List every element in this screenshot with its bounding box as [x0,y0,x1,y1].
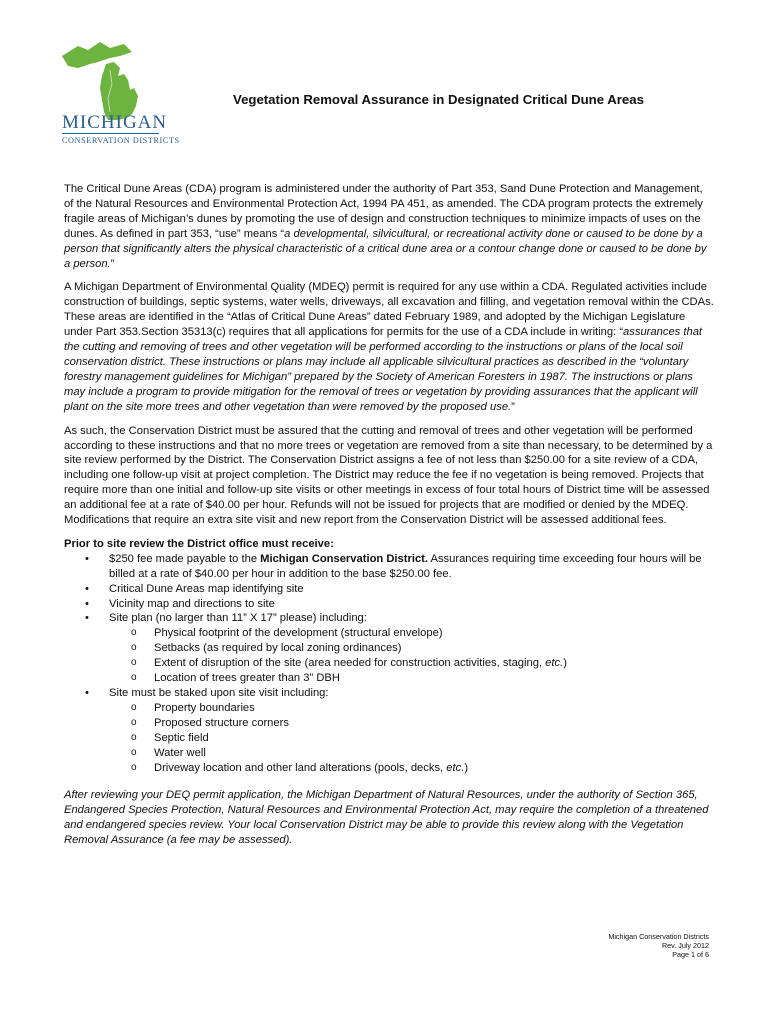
checklist-item-fee [64,552,714,582]
site-plan-sub-item: o Physical footprint of the development (structural envelope) [109,626,714,641]
use-definition: a developmental, silvicultural, or recreational activity done or caused to be done by a person that significantly alters the physical characteristic of a critical dune area or a contour change done or caused to be done by a person. [64,227,707,270]
fee-paragraph: As such, the Conservation District must be assured that the cutting and removal of trees and other vegetation will be performed according to these instructions and that no more trees or vegetation are removed from a site than necessary, to be determined by a site review performed by the District. The Conservation District assigns a fee of not less than $250.00 for a site review of a CDA, including one follow-up visit at project completion. The District may reduce the fee if no vegetation is being removed. Projects that require more than one initial and follow-up site visits or other meetings in excess of four total hours of District time will be assessed an additional fee at a rate of $40.00 per hour. Refunds will not be issued for projects that are modified or denied by the MDEQ. Modifications that require an extra site visit and new report from the Conservation District will be assessed additional fees. [64,424,713,527]
checklist-item-vicinity-map: • Vicinity map and directions to site [64,597,714,612]
checklist-item-cda-map: • Critical Dune Areas map identifying site [64,582,714,597]
logo-rule [62,133,159,134]
staking-sublist [109,701,714,776]
fee-post: Assurances requiring time exceeding four hours will be billed at a rate of $40.00 per hour in addition to the base $250.00 fee. [109,552,702,580]
site-plan-sub-item [109,656,714,671]
staking-sub-item: o Proposed structure corners [109,716,714,731]
staking-sub-item [109,761,714,776]
staking-label: Site must be staked upon site visit including: [109,687,329,699]
logo-subtitle: CONSERVATION DISTRICTS [62,136,180,145]
sub-text: Driveway location and other land alterations (pools, decks, [154,761,447,774]
intro-close-quote: ” [110,257,115,270]
payee-name: Michigan Conservation District. [260,552,428,565]
intro-text: The Critical Dune Areas (CDA) program is administered under the authority of Part 353, Sand Dune Protection and Management, of the Natural Resources and Environmental Protection Act, 1994 PA 451, as amended. The CDA program protects the extremely fragile areas of Michigan’s dunes by promoting the use of design and construction techniques to minimize impacts of uses on the dunes. As defined in part 353, “use” means “ [64,183,703,240]
footer-page-number: Page 1 of 6 [672,950,709,959]
fee-pre: $250 fee made payable to the [109,552,261,565]
page-title: Vegetation Removal Assurance in Designated Critical Dune Areas [233,92,644,107]
sub-text-italic: etc. [545,657,564,670]
checklist [64,552,714,776]
footer-org: Michigan Conservation Districts [608,932,709,941]
staking-sub-item: o Septic field [109,731,714,746]
staking-sub-item: o Water well [109,746,714,761]
closing-paragraph: After reviewing your DEQ permit application, the Michigan Department of Natural Resources, under the authority of Section 365, Endangered Species Protection, Natural Resources and Environmental Protection Act, may require the completion of a threatened and endangered species review. Your local Conservation District may be able to provide this review along with the Vegetation Removal Assurance (a fee may be assessed). [64,789,709,847]
site-plan-sub-item: o Location of trees greater than 3” DBH [109,671,714,686]
site-plan-sub-item: o Setbacks (as required by local zoning ordinances) [109,641,714,656]
sub-text-end: ) [563,657,567,670]
checklist-heading: Prior to site review the District office must receive: [64,537,334,550]
sub-text-end: ) [464,761,469,774]
sub-text-italic: etc. [446,761,465,774]
site-plan-label: Site plan (no larger than 11” X 17” please) including: [109,612,367,625]
intro-paragraph [64,182,714,271]
checklist-item-site-plan [64,611,714,686]
page-footer [608,932,709,959]
staking-sub-item: o Property boundaries [109,701,714,716]
logo-wordmark: MICHIGAN [62,112,168,133]
permit-text: A Michigan Department of Environmental Quality (MDEQ) permit is required for any use within a CDA. Regulated activities include construction of buildings, septic systems, water wells, driveways, all excavation and filling, and vegetation removal within the CDAs. These areas are identified in the “Atlas of Critical Dune Areas” dated February 1989, and adopted by the Michigan Legislature under Part 353.Section 35313(c) requires that all applications for permits for the use of a CDA include in writing: “ [64,281,714,339]
footer-revision: Rev. July 2012 [661,941,709,950]
permit-close-quote: ” [511,400,515,413]
site-plan-sublist [109,626,714,686]
document-body [64,182,714,857]
assurance-quote: assurances that the cutting and removing of trees and other vegetation will be performed according to the instructions or plans of the local soil conservation district. These instructions or plans may include all applicable silvicultural practices as described in the “voluntary forestry management guidelines for Michigan” prepared by the Society of American Foresters in 1987. The instructions or plans may include a program to provide mitigation for the removal of trees or vegetation by providing assurances that the applicant will plant on the site more trees and other vegetation than were removed by the proposed use. [64,326,703,413]
sub-text: Extent of disruption of the site (area needed for construction activities, staging, [154,657,546,670]
checklist-item-staking [64,686,714,775]
permit-paragraph [64,280,714,414]
